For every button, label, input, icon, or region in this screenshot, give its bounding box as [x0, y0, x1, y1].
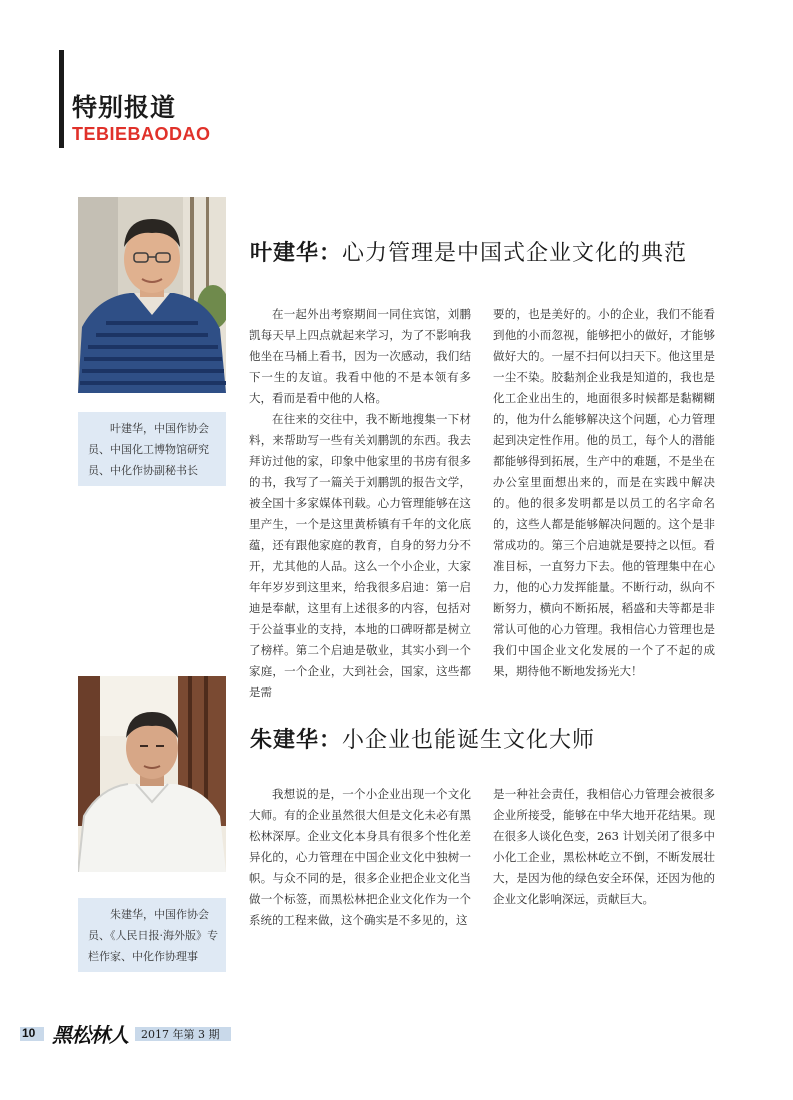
caption-ye-jianhua	[78, 412, 226, 486]
caption-zhu-jianhua	[78, 898, 226, 972]
caption-text: 朱建华，中国作协会员、《人民日报·海外版》专栏作家、中化作协理事	[88, 908, 218, 963]
section-title: 特别报道	[72, 93, 177, 122]
article-2-column-2	[493, 784, 715, 910]
paragraph: 要的，也是美好的。小的企业，我们不能看到他的小而忽视，能够把小的做好，才能够做好大的。一屋不扫何以扫天下。他这里是一尘不染。胶黏剂企业我是知道的，我也是化工企业出生的，地面很多时候都是黏糊糊的，他为什么能够解决这个问题，心力管理起到决定性作用。他的员工，每个人的潜能都能够得到拓展，生产中的难题，不是坐在办公室里面想出来的，而是在实践中解决的。他的很多发明都是以员工的名字命名的，这些人都是能够解决问题的。这个是非常成功的。第三个启迪就是要持之以恒。看准目标，一直努力下去。他的管理集中在心力，他的心力发挥能量。不断行动，纵向不断努力，横向不断拓展，稻盛和夫等都是非常认可他的心力管理。我相信心力管理也是我们中国企业文化发展的一个了不起的成果，期待他不断地发扬光大！	[493, 307, 715, 678]
article-1-headline	[250, 236, 687, 267]
page-number: 10	[22, 1026, 36, 1040]
article-2-author-name: 朱建华	[250, 728, 320, 753]
article-1-author-name: 叶建华	[250, 241, 320, 266]
headline-colon: ：	[319, 241, 343, 266]
article-1-column-2	[493, 304, 715, 682]
paragraph: 在一起外出考察期间一同住宾馆，刘鹏凯每天早上四点就起来学习，为了不影响我他坐在马桶上看书，因为一次感动，我们结下一生的友谊。我看中他的不是本领有多大，看而是看中他的人格。	[249, 307, 471, 405]
section-subtitle: TEBIEBAODAO	[72, 124, 211, 144]
portrait-photo-ye-jianhua	[78, 197, 226, 393]
article-2-column-1	[249, 784, 471, 931]
paragraph: 在往来的交往中，我不断地搜集一下材料，来帮助写一些有关刘鹏凯的东西。我去拜访过他的家，印象中他家里的书房有很多的书，我写了一篇关于刘鹏凯的报告文学，被全国十多家媒体刊载。心力管理能够在这里产生，一个是这里黄桥镇有千年的文化底蕴，还有跟他家庭的教育，自身的努力分不开，尤其他的人品。这么一个小企业，大家年年岁岁到这里来，给我很多启迪：第一启迪是奉献，这里有上述很多的内容，包括对于公益事业的支持，本地的口碑呀都是树立了榜样。第二个启迪是敬业，其实小到一个家庭，一个企业，大到社会，国家，这些都是需	[249, 412, 471, 699]
headline-colon: ：	[319, 728, 343, 753]
article-1-title: 心力管理是中国式企业文化的典范	[342, 241, 688, 266]
portrait-photo-zhu-jianhua	[78, 676, 226, 872]
issue-label: 2017 年第 3 期	[141, 1028, 220, 1041]
article-2-title: 小企业也能诞生文化大师	[342, 728, 596, 753]
paragraph: 是一种社会责任，我相信心力管理会被很多企业所接受，能够在中华大地开花结果。现在很多人谈化色变，263 计划关闭了很多中小化工企业，黑松林屹立不倒，不断发展壮大，是因为他的绿色安全环保，还因为他的企业文化影响深远，贡献巨大。	[493, 787, 715, 906]
magazine-logo: 黑松林人	[52, 1023, 128, 1047]
caption-text: 叶建华，中国作协会员、中国化工博物馆研究员、中化作协副秘书长	[88, 422, 209, 477]
section-vertical-bar	[59, 50, 64, 148]
paragraph: 我想说的是，一个小企业出现一个文化大师。有的企业虽然很大但是文化未必有黑松林深厚。企业文化本身具有很多个性化差异化的，心力管理在中国企业文化中独树一帜。与众不同的是，很多企业把企业文化当做一个标签，而黑松林把企业文化作为一个系统的工程来做，这个确实是不多见的，这	[249, 787, 471, 927]
article-2-headline	[250, 723, 595, 754]
article-1-column-1	[249, 304, 471, 703]
